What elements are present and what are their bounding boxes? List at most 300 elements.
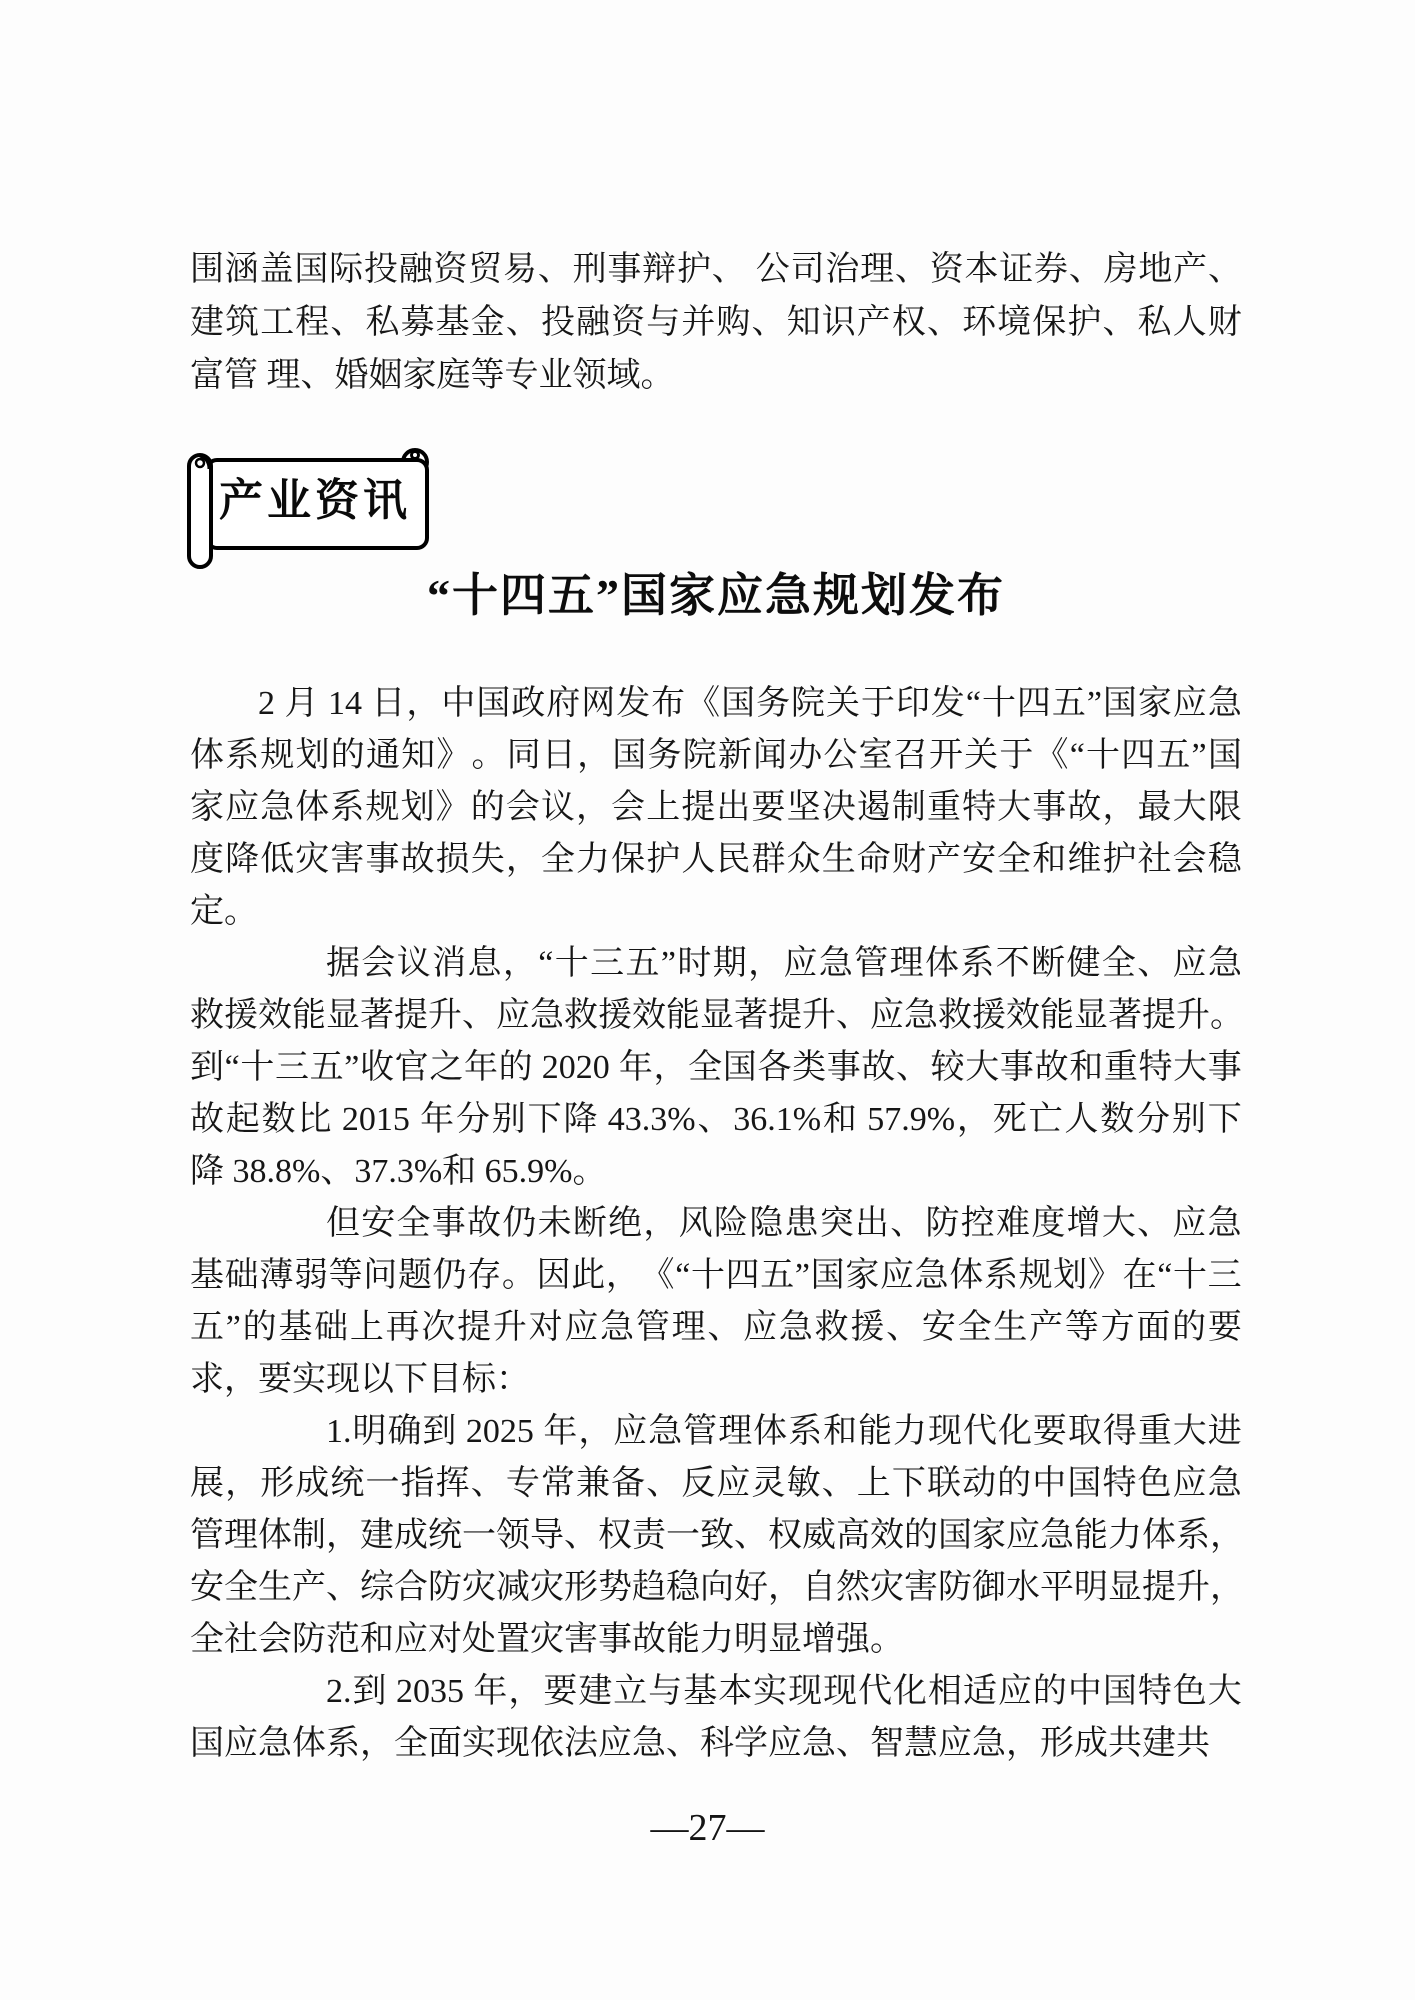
text-token: 安 (190, 1569, 224, 1606)
text-token: 的 (470, 789, 505, 826)
text-token: 形 (260, 1465, 295, 1502)
text-token: 要 (1032, 1413, 1067, 1450)
text-token: 因 (536, 1257, 571, 1294)
text-token: 应 (938, 1725, 972, 1762)
text-token: 重 (1137, 1413, 1172, 1450)
text-token: 应 (879, 1257, 914, 1294)
text-token: 类 (792, 1049, 827, 1086)
text-token: 难 (996, 1205, 1031, 1242)
text-token: 五 (625, 945, 660, 982)
text-token: 急 (1207, 1205, 1242, 1242)
text-token: 保 (611, 841, 646, 878)
text-token: ， (1006, 1725, 1040, 1762)
text-token: 防 (292, 1621, 326, 1658)
text-token: 现 (326, 1361, 360, 1398)
text-token: 一 (462, 1517, 496, 1554)
text-token: 议 (396, 945, 431, 982)
text-token: 提 (1142, 997, 1176, 1034)
text-token: 大 (1101, 1205, 1136, 1242)
text-token: 、 (320, 1153, 355, 1190)
text-token: 共 (1176, 1725, 1210, 1762)
text-token: 事 (607, 251, 642, 288)
text-token: 期 (712, 945, 747, 982)
text-token: 效 (870, 1517, 904, 1554)
text-token: 购 (716, 304, 751, 341)
text-token: 会 (611, 789, 646, 826)
text-token: 之 (429, 1049, 464, 1086)
text-token: ， (225, 1465, 260, 1502)
text-token: 十 (1085, 737, 1120, 774)
text-token: 急 (802, 1725, 836, 1762)
text-token: 、 (1137, 945, 1172, 982)
text-line (190, 678, 1242, 730)
text-token: 《 (1034, 737, 1069, 774)
text-token: 升 (802, 997, 836, 1034)
text-token: 国 (1102, 1673, 1137, 1710)
text-token: 平 (1040, 1569, 1074, 1606)
text-token: 急 (258, 1725, 292, 1762)
text-token: 比 (297, 1101, 332, 1138)
text-token: 显 (326, 997, 360, 1034)
text-token: 布 (651, 685, 686, 722)
text-token: ， (502, 945, 537, 982)
text-token: 院 (682, 737, 717, 774)
text-token: 识 (821, 304, 856, 341)
text-token: 大 (1172, 789, 1207, 826)
text-token: 大 (1173, 1049, 1208, 1086)
text-token: 事 (1207, 1049, 1242, 1086)
banner-label: 产业资讯 (219, 476, 411, 525)
text-token: 治 (825, 251, 860, 288)
text-token: “ (538, 945, 554, 982)
text-token: 室 (858, 737, 893, 774)
text-token: 贸 (468, 251, 503, 288)
text-token: 、 (836, 997, 870, 1034)
text-token: 水 (1006, 1569, 1040, 1606)
text-token: 要 (751, 789, 786, 826)
text-token: 升 (1176, 997, 1210, 1034)
text-token: 应 (224, 1725, 258, 1762)
text-token: 重 (1103, 1049, 1138, 1086)
text-token: 急 (1040, 1517, 1074, 1554)
text-token: 系 (225, 737, 260, 774)
text-token: 易 (503, 251, 538, 288)
text-token: 、 (896, 1049, 930, 1086)
text-token: 高 (836, 1517, 870, 1554)
text-token: ， (643, 1205, 678, 1242)
text-token: 网 (581, 685, 616, 722)
text-token: 应 (1172, 1465, 1207, 1502)
text-token: 显 (700, 997, 734, 1034)
text-line (190, 834, 1242, 886)
text-token: 人 (1064, 1101, 1099, 1138)
text-token: 在 (1122, 1257, 1157, 1294)
text-token: 趋 (632, 1569, 666, 1606)
text-token: 产 (926, 841, 961, 878)
text-token: 灾 (462, 1569, 496, 1606)
text-token: 事 (365, 841, 400, 878)
text-token: 五 (1051, 685, 1086, 722)
text-token: 全 (540, 841, 575, 878)
text-token: 事 (598, 1621, 632, 1658)
text-token: 制 (891, 789, 926, 826)
text-token: 数 (1100, 1101, 1135, 1138)
text-token: 募 (400, 304, 435, 341)
text-token: 分 (1136, 1101, 1171, 1138)
article-body (190, 678, 1242, 1770)
text-token: 、 (666, 1725, 700, 1762)
text-token: 力 (893, 1413, 928, 1450)
text-token: 故 (190, 1101, 224, 1138)
text-token: 援 (224, 997, 258, 1034)
text-token: 国 (810, 1257, 845, 1294)
text-token: 会 (361, 945, 396, 982)
text-token: 综 (360, 1569, 394, 1606)
text-token: 到 (352, 1673, 387, 1710)
text-token: 取 (1067, 1413, 1102, 1450)
text-token: 理 (266, 357, 301, 394)
text-token: 降 (190, 1153, 224, 1190)
text-token: 要 (543, 1673, 578, 1710)
text-token: 和 (1032, 841, 1067, 878)
text-token: ， (326, 1517, 360, 1554)
text-line (190, 1042, 1242, 1094)
text-token: 基 (190, 1257, 224, 1294)
text-token: 国 (612, 737, 647, 774)
text-line (190, 730, 1242, 782)
text-token: 。 (471, 737, 506, 774)
text-token: 基 (435, 304, 470, 341)
text-token: 并 (681, 304, 716, 341)
text-token: 形 (1040, 1725, 1074, 1762)
text-token (747, 243, 756, 296)
text-token: 备 (611, 1465, 646, 1502)
text-token: 升 (428, 997, 462, 1034)
text-token: 盖 (259, 251, 294, 288)
text-token: 三 (1207, 1257, 1242, 1294)
text-token: 得 (1102, 1413, 1137, 1450)
text-token: ” (1191, 737, 1207, 774)
text-token: 御 (972, 1569, 1006, 1606)
text-token: 控 (960, 1205, 995, 1242)
text-token: 十 (1172, 1257, 1207, 1294)
text-token: 体 (949, 1257, 984, 1294)
text-token: 统 (330, 1465, 365, 1502)
text-token: 故 (632, 1621, 666, 1658)
text-token: 急 (648, 1413, 683, 1450)
text-token: 十 (981, 685, 1016, 722)
text-token: 会 (258, 1621, 292, 1658)
text-token: 害 (330, 841, 365, 878)
text-token: “ (224, 1049, 240, 1086)
text-token: 管 (683, 1413, 718, 1450)
text-token: 工 (260, 304, 295, 341)
text-token: 处 (462, 1621, 496, 1658)
text-token: 规 (1018, 1257, 1053, 1294)
text-token: 应 (997, 1673, 1032, 1710)
text-token: 一 (666, 1517, 700, 1554)
text-token: 、 (697, 1101, 732, 1138)
text-line (190, 243, 1242, 296)
text-token: 挥 (435, 1465, 470, 1502)
text-token: 护 (1102, 841, 1137, 878)
text-token: 的 (904, 1517, 938, 1554)
text-token: 标 (462, 1361, 496, 1398)
text-token: 体 (258, 1517, 292, 1554)
text-token: 的 (330, 737, 365, 774)
text-token: 。 (501, 1257, 536, 1294)
text-token: 度 (1031, 1205, 1066, 1242)
text-token: 护 (676, 251, 711, 288)
text-token: 最 (1137, 789, 1172, 826)
text-token: 应 (1172, 945, 1207, 982)
text-token: 院 (791, 685, 826, 722)
text-token: 资 (433, 251, 468, 288)
text-token: 的 (498, 1049, 533, 1086)
text-token: 救 (564, 997, 598, 1034)
text-token: 消 (432, 945, 467, 982)
text-token: 明 (734, 1621, 768, 1658)
text-token: 姻 (368, 357, 403, 394)
text-token: 管 (635, 1309, 670, 1346)
text-token: 急 (904, 997, 938, 1034)
text-token: 知 (401, 737, 436, 774)
text-token: 产 (1173, 251, 1208, 288)
text-token: ” (225, 1309, 241, 1346)
text-token: 仍 (502, 1205, 537, 1242)
text-token: 题 (397, 1257, 432, 1294)
text-token: 、 (1068, 251, 1103, 288)
text-token: 致 (700, 1517, 734, 1554)
text-token: 、 (1207, 251, 1242, 288)
text-token: 提 (1142, 1569, 1176, 1606)
text-token: 到 (190, 1049, 224, 1086)
text-line (190, 990, 1242, 1042)
text-token: ， (748, 945, 783, 982)
text-token: 、 (470, 1465, 505, 1502)
text-token: 中 (441, 685, 476, 722)
text-token: 故 (1067, 789, 1102, 826)
text-token: 建 (578, 1673, 613, 1710)
text-token: 急 (914, 1257, 949, 1294)
text-token: 域 (606, 357, 641, 394)
text-token: 减 (496, 1569, 530, 1606)
text-token: 、 (894, 251, 929, 288)
text-token: 2025 (457, 1413, 543, 1450)
text-token: 显 (1108, 1569, 1142, 1606)
text-token: 事 (1032, 789, 1067, 826)
text-token: 目 (428, 1361, 462, 1398)
text-token: ， (224, 1361, 258, 1398)
text-token: 提 (394, 997, 428, 1034)
text-token: 特 (962, 789, 997, 826)
text-token: 升 (1176, 1569, 1210, 1606)
text-line (190, 1458, 1242, 1510)
text-token: 》 (1087, 1257, 1122, 1294)
text-token: 实 (292, 1361, 326, 1398)
text-line (190, 1406, 1242, 1458)
text-token: 体 (1142, 1517, 1176, 1554)
text-token: 大 (1207, 1673, 1242, 1710)
text-token: 、 (926, 304, 961, 341)
text-token: 各 (757, 1049, 792, 1086)
text-token: 私 (1137, 304, 1172, 341)
text-token: ， (956, 1101, 991, 1138)
text-token: 划 (400, 789, 435, 826)
text-token: 势 (598, 1569, 632, 1606)
text-token: 要 (258, 1361, 292, 1398)
text-token: 向 (700, 1569, 734, 1606)
text-token: 应 (225, 789, 260, 826)
text-token: 1. (326, 1413, 352, 1450)
text-token: 四 (1121, 737, 1156, 774)
text-token: 风 (678, 1205, 713, 1242)
text-token: 政 (511, 685, 546, 722)
text-token: 弱 (293, 1257, 328, 1294)
text-token: 规 (365, 789, 400, 826)
text-token: 要 (1207, 1309, 1242, 1346)
text-token: 、 (1137, 1205, 1172, 1242)
text-token: 生 (821, 841, 856, 878)
text-token: 和 (822, 1101, 857, 1138)
text-token: 刑 (572, 251, 607, 288)
text-token: 的 (242, 1309, 277, 1346)
text-token: 议 (540, 789, 575, 826)
text-token: 程 (295, 304, 330, 341)
text-token: 、 (734, 1517, 768, 1554)
article-title: “十四五”国家应急规划发布 (427, 570, 1005, 621)
text-token: 建 (190, 304, 224, 341)
text-token: 故 (467, 1205, 502, 1242)
text-token: 然 (836, 1569, 870, 1606)
text-token: 下 (891, 1465, 926, 1502)
text-token: 下 (1207, 1101, 1242, 1138)
text-token: 应 (768, 1725, 802, 1762)
text-token: 急 (972, 1725, 1006, 1762)
text-token: 、 (326, 1569, 360, 1606)
text-token: 故 (1034, 1049, 1069, 1086)
text-token: 上 (349, 1309, 384, 1346)
text-token: 救 (814, 1309, 849, 1346)
text-token: 本 (964, 251, 999, 288)
text-token: 五 (309, 1049, 344, 1086)
text-token: 65.9% (476, 1153, 573, 1190)
text-token: 救 (190, 997, 224, 1034)
text-token: ， (653, 1049, 688, 1086)
text-token: 国 (1207, 737, 1242, 774)
text-token: 体 (924, 945, 959, 982)
text-token: ” (660, 945, 676, 982)
text-token: 三 (275, 1049, 310, 1086)
text-line (190, 782, 1242, 834)
text-token: 事 (431, 1205, 466, 1242)
text-token: 础 (224, 1257, 259, 1294)
text-token: 2035 (387, 1673, 473, 1710)
text-token: 、 (707, 1309, 742, 1346)
text-token: 显 (768, 1621, 802, 1658)
text-token: 和 (823, 1413, 858, 1450)
text-token: 基 (278, 1309, 313, 1346)
text-token: 智 (870, 1725, 904, 1762)
text-token: 际 (329, 251, 364, 288)
text-token: 全 (394, 1725, 428, 1762)
text-token: 融 (576, 304, 611, 341)
text-token: ， (1210, 1569, 1244, 1606)
text-token: 害 (564, 1621, 598, 1658)
text-token: ， (577, 737, 612, 774)
text-token: 十 (240, 1049, 275, 1086)
text-token: 于 (999, 737, 1034, 774)
text-token: 害 (904, 1569, 938, 1606)
text-token: 应 (394, 1621, 428, 1658)
text-token: 管 (854, 945, 889, 982)
text-token: 36.1% (733, 1101, 822, 1138)
text-token: 全 (1101, 945, 1136, 982)
text-token: 体 (295, 789, 330, 826)
text-token: 出 (854, 1205, 889, 1242)
text-token: ， (768, 1569, 802, 1606)
text-token: ， (360, 1725, 394, 1762)
text-token: 国 (294, 251, 329, 288)
text-token: 日 (541, 737, 576, 774)
text-token: 急 (530, 997, 564, 1034)
text-token: 灾 (530, 1621, 564, 1658)
text-token: 大 (1172, 1413, 1207, 1450)
text-token: 37.3% (354, 1153, 443, 1190)
text-token: 著 (734, 997, 768, 1034)
text-token: 建 (1142, 1725, 1176, 1762)
text-token: 权 (768, 1517, 802, 1554)
text-token: 特 (1102, 1465, 1137, 1502)
text-token: 理 (860, 251, 895, 288)
text-token: 。 (224, 893, 258, 930)
text-token: 确 (387, 1413, 422, 1450)
text-token: 但 (326, 1205, 360, 1242)
text-token: 问 (363, 1257, 398, 1294)
text-token (258, 349, 267, 402)
text-token: 务 (756, 685, 791, 722)
text-token: 安 (962, 841, 997, 878)
text-token: 科 (700, 1725, 734, 1762)
text-token: 与 (648, 1673, 683, 1710)
text-token: 别 (491, 1101, 526, 1138)
text-token: 14 (319, 685, 371, 722)
text-token: ， (508, 1673, 543, 1710)
text-token: 全 (688, 1049, 723, 1086)
text-token: 划 (295, 737, 330, 774)
text-token: 制 (292, 1517, 326, 1554)
text-token: 地 (1138, 251, 1173, 288)
text-token: 面 (428, 1725, 462, 1762)
text-token: 务 (647, 737, 682, 774)
text-token: 成 (394, 1517, 428, 1554)
text-token: 以 (360, 1361, 394, 1398)
text-token: 急 (632, 1725, 666, 1762)
text-token: 和 (442, 1153, 477, 1190)
text-token: ， (505, 841, 540, 878)
text-token: 年 (420, 1101, 455, 1138)
text-token: 婚 (334, 357, 369, 394)
text-token: 展 (190, 1465, 224, 1502)
text-token: 五 (190, 1309, 224, 1346)
text-token: 稳 (666, 1569, 700, 1606)
text-token: 应 (613, 1413, 648, 1450)
text-token: 能 (858, 1413, 893, 1450)
text-token: 、 (462, 997, 496, 1034)
text-token: 权 (891, 304, 926, 341)
text-token: 年 (543, 1413, 578, 1450)
text-token: 》 (436, 737, 471, 774)
